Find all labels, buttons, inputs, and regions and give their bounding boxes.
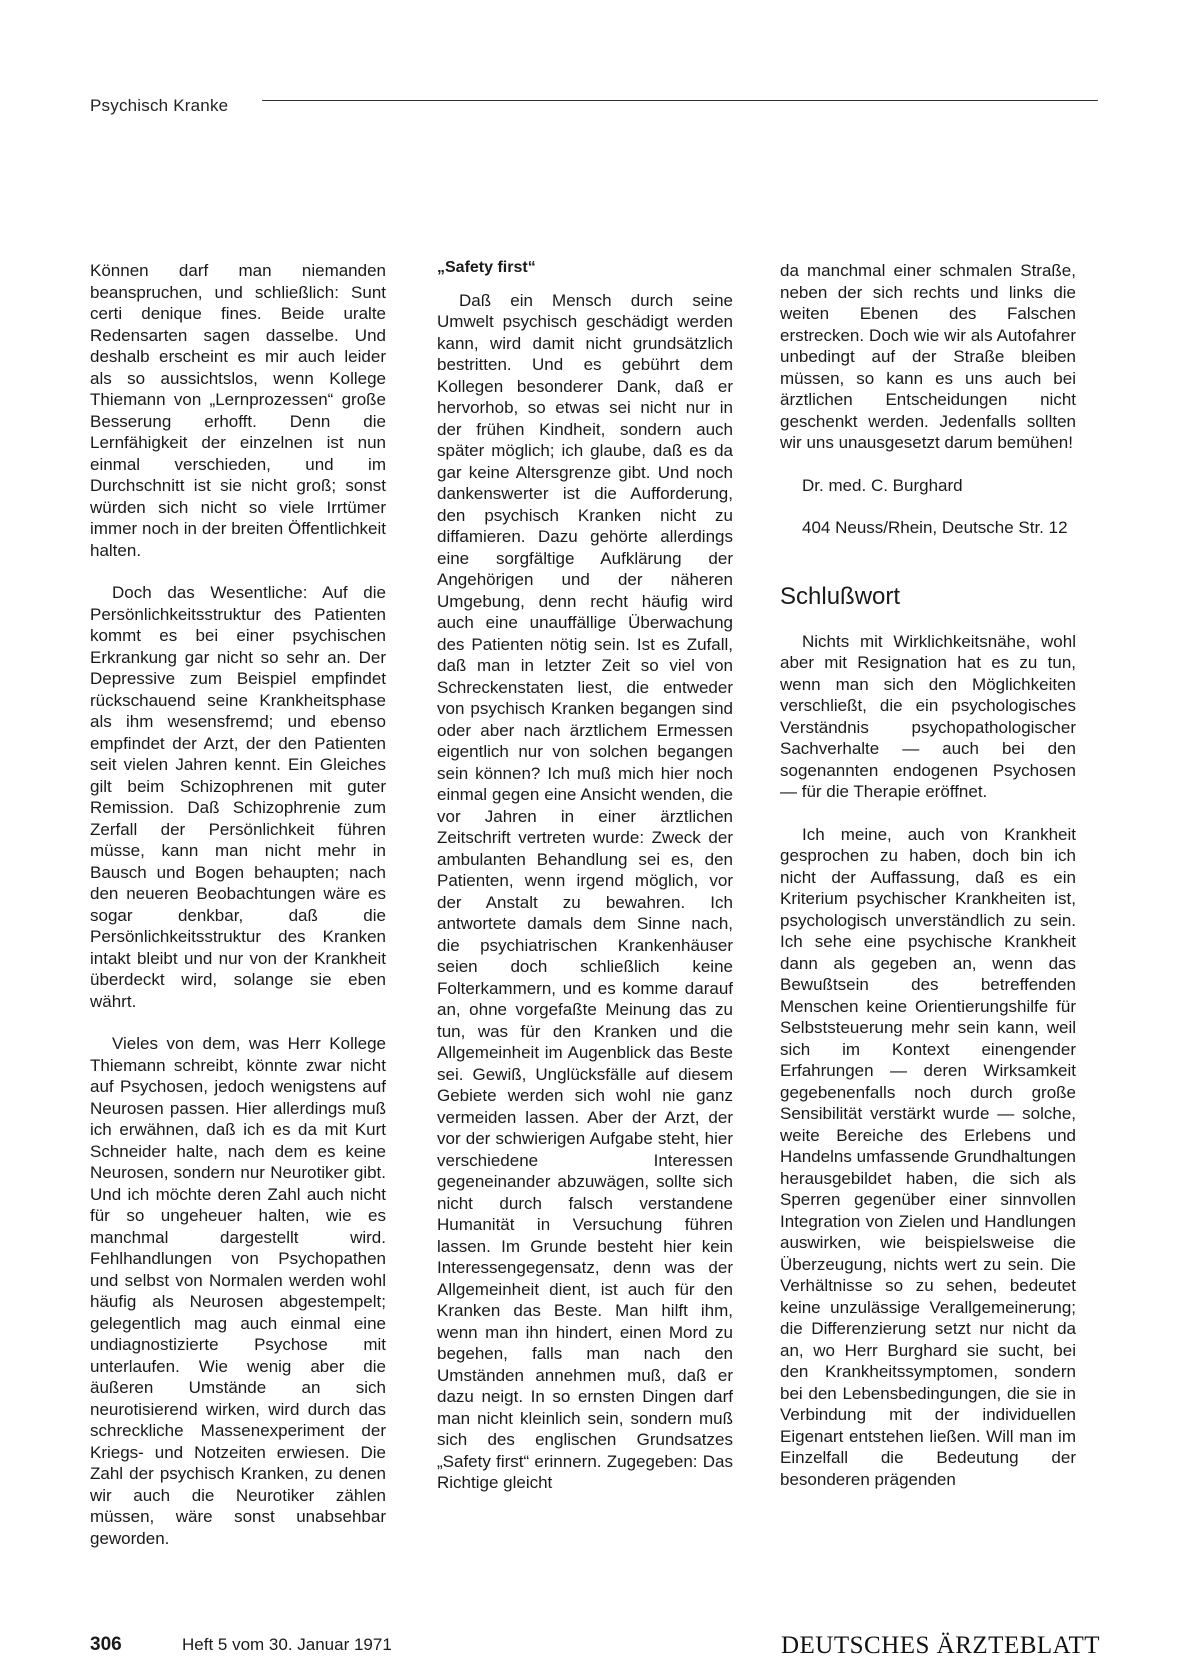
page-number: 306 bbox=[90, 1634, 122, 1655]
author-address: 404 Neuss/Rhein, Deutsche Str. 12 bbox=[802, 518, 1068, 537]
subheading: „Safety first“ bbox=[437, 259, 536, 276]
paragraph: Ich meine, auch von Krankheit gesprochen zu haben, doch bin ich nicht der Auffassung, daß es ein Kriterium psychischer Krankheiten ist, psychologisch unverständlich zu sein. Ich sehe eine psychische Krankheit dann als gegeben an, wenn das Bewußtsein des betreffenden Menschen keine Orientierungshilfe für Selbststeuerung mehr sein kann, weil sich im Kontext einengender Erfahrungen — deren Wirksamkeit gegebenenfalls noch durch große Sensibilität verstärkt wurde — solche, weite Bereiche des Erlebens und Handelns umfassende Grundhaltungen herausgebildet haben, die sich als Sperren gegenüber einer sinnvollen Integration von Zielen und Handlungen auswirken, wie beispielsweise die Überzeugung, nichts wert zu sein. Die Verhältnisse so zu sehen, bedeutet keine unzulässige Verallgemeinerung; die Differenzierung setzt nur nicht da an, wo Herr Burghard sie sucht, bei den Krankheitssymptomen, sondern bei den Lebensbedingungen, die sie in Verbindung mit der individuellen Eigenart entstehen ließen. Will man im Einzelfall die Bedeutung der besonderen prägenden bbox=[780, 824, 1076, 1489]
paragraph: Nichts mit Wirklichkeitsnähe, wohl aber mit Resignation hat es zu tun, wenn man sich den Möglichkeiten verschließt, die ein psychologisches Verständnis psychopathologischer Sachverhalte — auch bei den sogenannten endogenen Psychosen — für die Therapie eröffnet. bbox=[780, 631, 1076, 801]
issue-info: Heft 5 vom 30. Januar 1971 bbox=[182, 1635, 392, 1654]
column-1 bbox=[90, 260, 386, 1549]
header-rule bbox=[262, 100, 1098, 101]
author-name: Dr. med. C. Burghard bbox=[802, 475, 963, 495]
column-3 bbox=[780, 260, 1076, 1490]
paragraph-continuation: da manchmal einer schmalen Straße, neben der sich rechts und links die weiten Ebenen des Falschen erstrecken. Doch wie wir als Autofahrer unbedingt auf der Straße bleiben müssen, so kann es uns auch bei ärztlichen Entscheidungen nicht geschenkt werden. Jedenfalls sollten wir uns unausgesetzt darum bemühen! bbox=[780, 261, 1076, 452]
section-title: Schlußwort bbox=[780, 582, 901, 610]
paragraph: Vieles von dem, was Herr Kollege Thiemann schreibt, könnte zwar nicht auf Psychosen, jedoch wenigstens auf Neurosen passen. Hier allerdings muß ich erwähnen, daß ich es da mit Kurt Schneider halte, nach dem es keine Neurosen, sondern nur Neurotiker gibt. Und ich möchte deren Zahl auch nicht für so ungeheuer halten, wie es manchmal dargestellt wird. Fehlhandlungen von Psychopathen und selbst von Normalen werden wohl häufig als Neurosen abgestempelt; gelegentlich mag auch einmal eine undiagnostizierte Psychose mit unterlaufen. Wie wenig aber die äußeren Umstände an sich neurotisierend wirken, wird durch das schreckliche Massenexperiment der Kriegs- und Notzeiten erwiesen. Die Zahl der psychisch Kranken, zu denen wir auch die Neurotiker zählen müssen, wäre sonst unabsehbar geworden. bbox=[90, 1034, 386, 1548]
journal-name: DEUTSCHES ÄRZTEBLATT bbox=[780, 1632, 1100, 1659]
paragraph: Daß ein Mensch durch seine Umwelt psychisch geschädigt werden kann, wird damit nicht grundsätzlich bestritten. Und es gebührt dem Kollegen besonderer Dank, daß er hervorhob, so etwas sei nicht nur in der frühen Kindheit, sondern auch später möglich; ich glaube, daß es da gar keine Altersgrenze gibt. Und noch dankenswerter ist die Aufforderung, den psychisch Kranken nicht zu diffamieren. Dazu gehörte allerdings eine sorgfältige Aufklärung der Angehörigen und der näheren Umgebung, denn recht häufig wird auch eine unauffällige Überwachung des Patienten nötig sein. Ist es Zufall, daß man in letzter Zeit so viel von Schreckenstaten liest, die entweder von psychisch Kranken begangen sind oder aber nach ärztlichem Ermessen eigentlich nur von solchen begangen sein können? Ich muß mich hier noch einmal gegen eine Ansicht wenden, die vor Jahren in einer ärztlichen Zeitschrift vertreten wurde: Zweck der ambulanten Behandlung sei es, den Patienten, wenn irgend möglich, vor der Anstalt zu bewahren. Ich antwortete damals dem Sinne nach, die psychiatrischen Krankenhäuser seien doch schließlich keine Folterkammern, und es komme darauf an, ohne vorgefaßte Meinung das zu tun, was für den Kranken und die Allgemeinheit im Augenblick das Beste sei. Gewiß, Unglücksfälle auf diesem Gebiete werden sich wohl nie ganz vermeiden lassen. Aber der Arzt, der vor der schwierigen Aufgabe steht, hier verschiedene Interessen gegeneinander abzuwägen, sollte sich nicht durch falsch verstandene Humanität in Versuchung führen lassen. Im Grunde besteht hier kein Interessengegensatz, denn was der Allgemeinheit dient, ist auch für den Kranken das Beste. Man hilft ihm, wenn man ihn hindert, einen Mord zu begehen, falls man nach den Umständen annehmen muß, daß er dazu neigt. In so ernsten Dingen darf man nicht kleinlich sein, sondern muß sich des englischen Grundsatzes „Safety first“ erinnern. Zugegeben: Das Richtige gleicht bbox=[437, 290, 733, 1492]
paragraph: Können darf man niemanden beanspruchen, und schließlich: Sunt certi denique fines. Beide uralte Redensarten sagen dasselbe. Und deshalb erscheint es mir auch leider als so aussichtslos, wenn Kollege Thiemann von „Lernprozessen“ große Besserung erhofft. Denn die Lernfähigkeit der einzelnen ist nun einmal verschieden, und im Durchschnitt ist sie nicht groß; sonst würden sich nicht so viele Irrtümer immer noch in der breiten Öffentlichkeit halten. bbox=[90, 261, 386, 560]
paragraph: Doch das Wesentliche: Auf die Persönlichkeitsstruktur des Patienten kommt es bei einer psychischen Erkrankung gar nicht so sehr an. Der Depressive zum Beispiel empfindet rückschauend seine Krankheitsphase als ihm wesensfremd; und ebenso empfindet der Arzt, der den Patienten seit vielen Jahren kennt. Ein Gleiches gilt beim Schizophrenen mit guter Remission. Daß Schizophrenie zum Zerfall der Persönlichkeit führen müsse, kann man nicht mehr in Bausch und Bogen behaupten; nach den neueren Beobachtungen wäre es sogar denkbar, daß die Persönlichkeitsstruktur des Kranken intakt bleibt und nur von der Krankheit überdeckt wird, solange sie eben währt. bbox=[90, 583, 386, 1011]
running-title: Psychisch Kranke bbox=[90, 96, 229, 115]
column-2 bbox=[437, 257, 733, 1494]
page-footer bbox=[90, 1634, 1100, 1664]
signature-block bbox=[780, 475, 1076, 539]
